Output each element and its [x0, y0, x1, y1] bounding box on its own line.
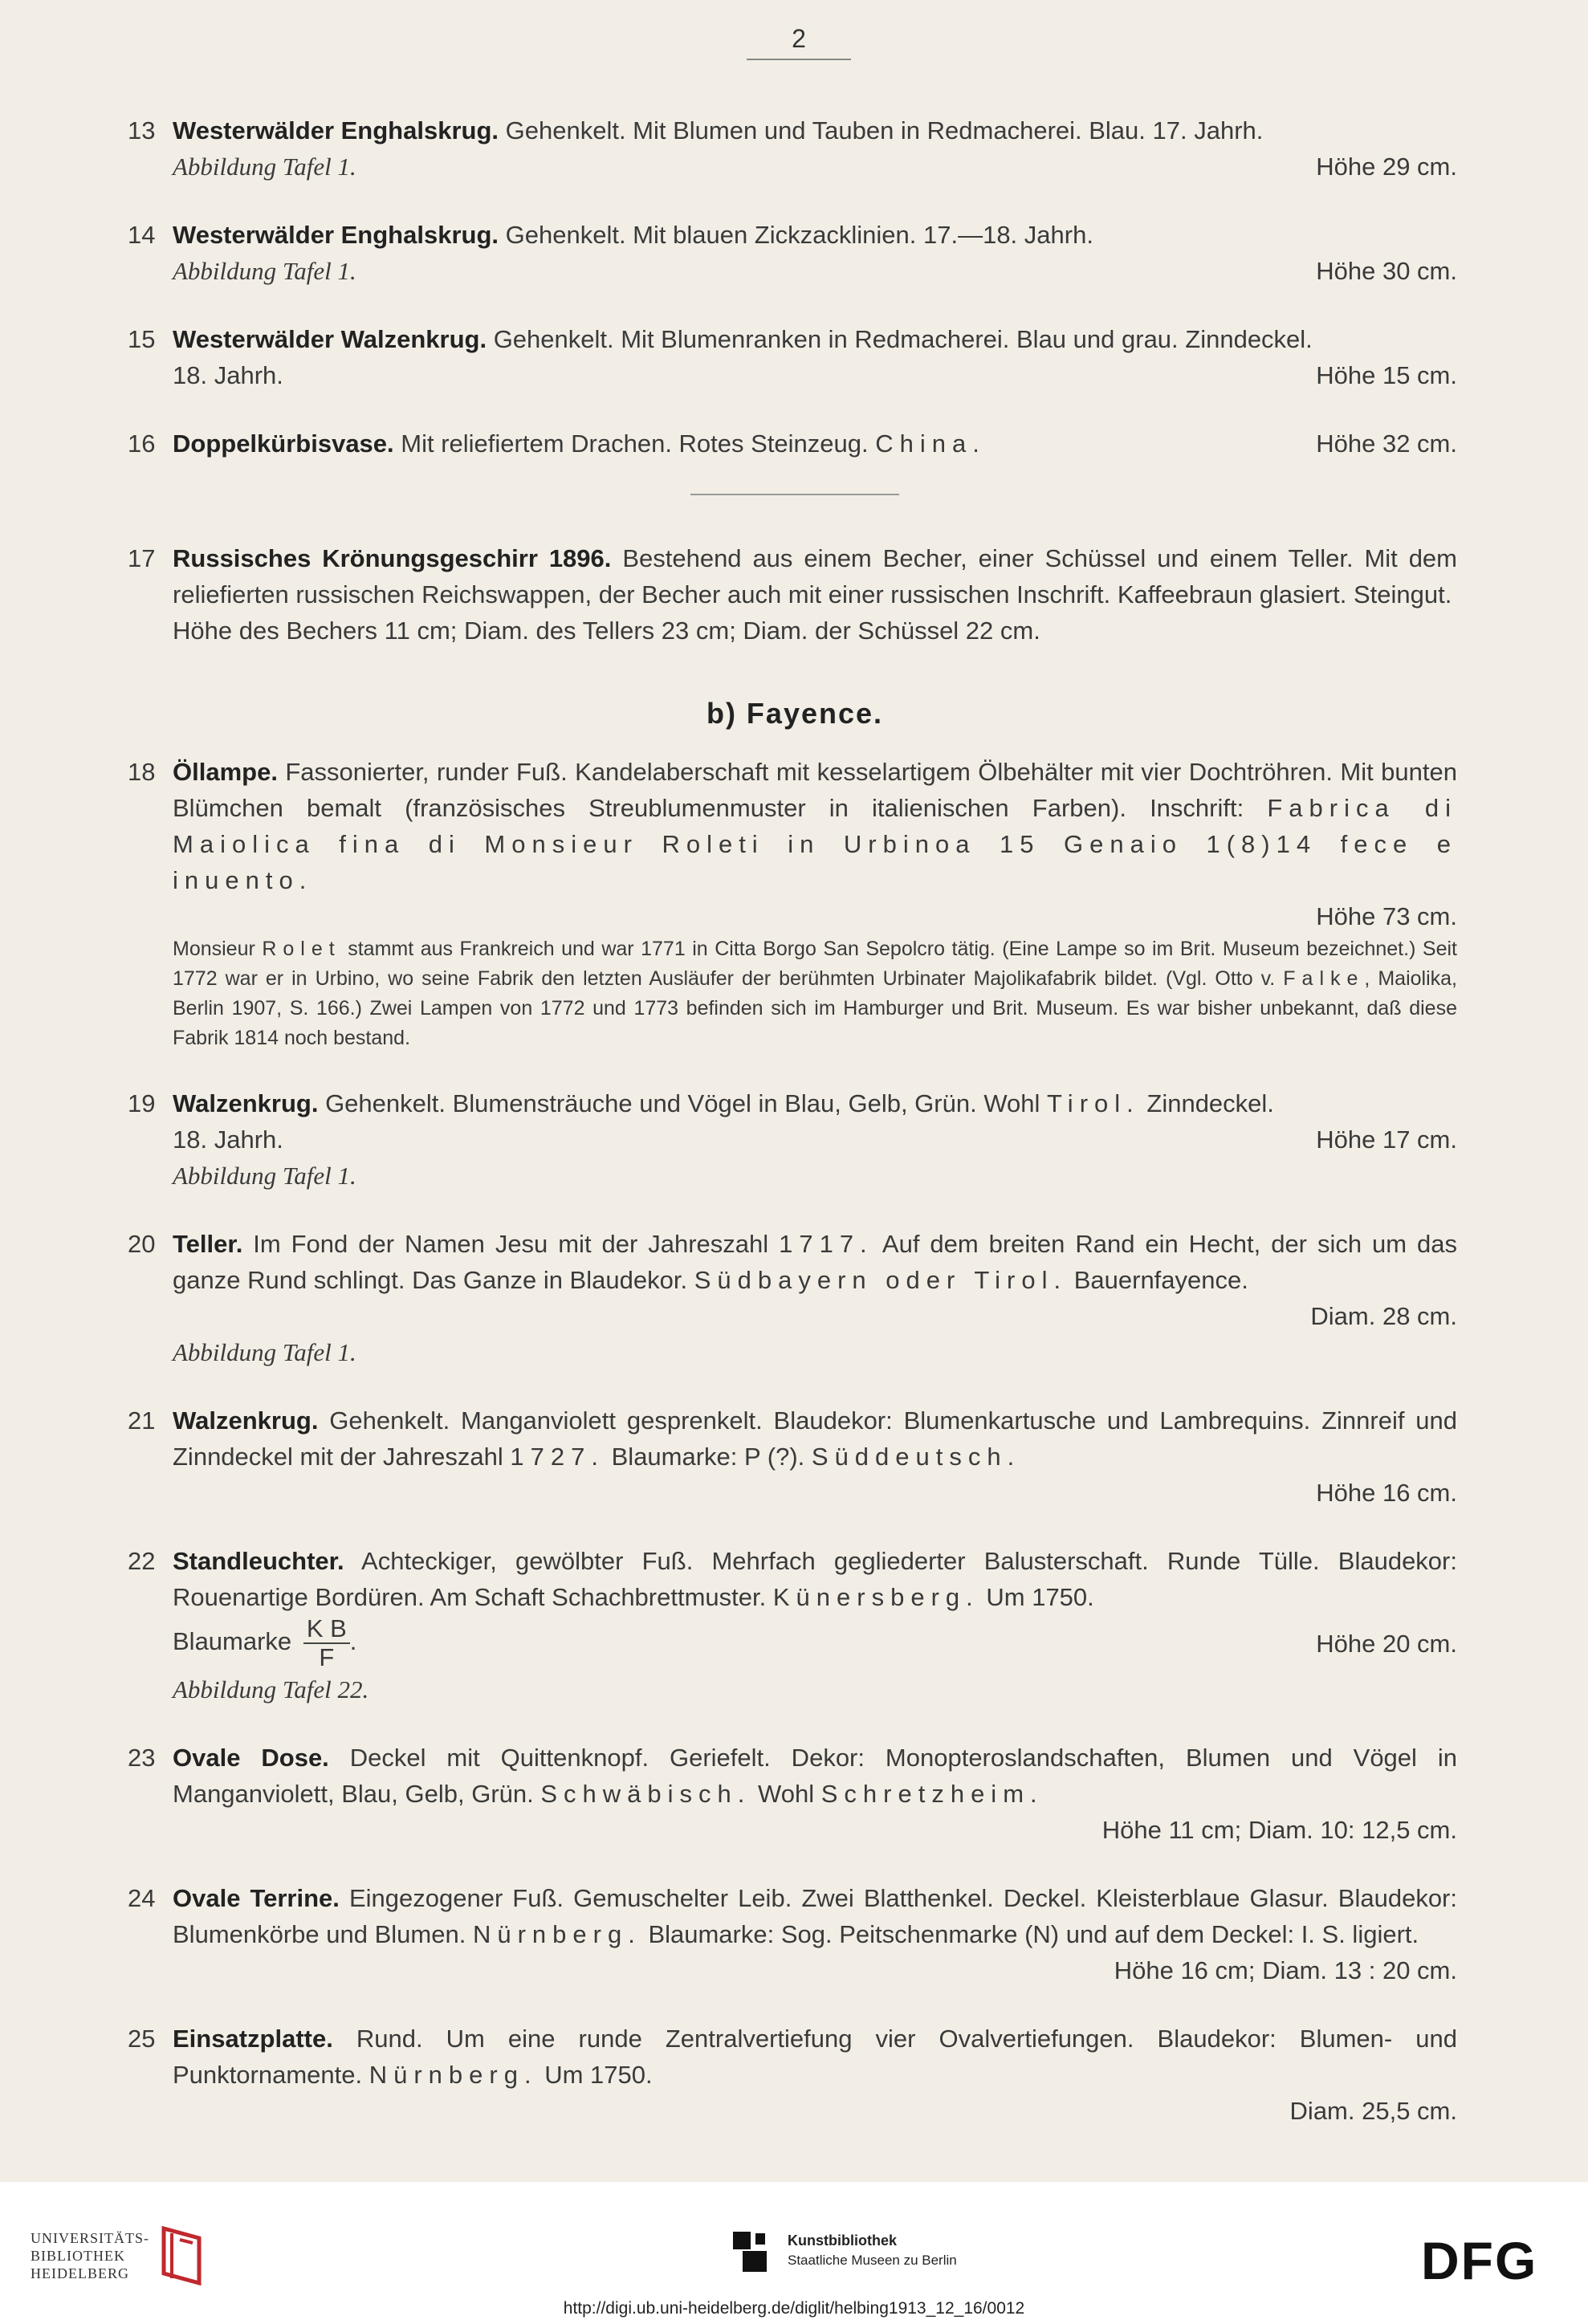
entry-text: Gehenkelt. Mit Blumen und Tauben in Redmacherei. Blau. 17. Jahrh. — [505, 116, 1264, 144]
mark-label: Blaumarke — [173, 1627, 292, 1656]
entry-text: Fassonierter, runder Fuß. Kandelaberschaft mit kesselartigem Ölbehälter mit vier Dochtröhren. Mit bunten Blümchen bemalt (französisches Streublumenmuster in italienischen Farben). Inschrift: — [173, 758, 1457, 822]
entry-dimension: Höhe 11 cm; Diam. 10: 12,5 cm. — [1101, 1816, 1457, 1844]
entry-name: Einsatzplatte. — [173, 2025, 333, 2053]
entry-name: Walzenkrug. — [173, 1089, 319, 1117]
entry-name: Westerwälder Walzenkrug. — [173, 325, 487, 353]
catalog-entry-25 — [128, 2021, 1457, 2129]
entry-dimension: Höhe 17 cm. — [1316, 1125, 1457, 1154]
entry-dimension: Höhe des Bechers 11 cm; Diam. des Tellers 23 cm; Diam. der Schüssel 22 cm. — [173, 617, 1040, 645]
entry-origin: Südbayern oder Tirol. — [694, 1266, 1068, 1294]
entry-text: Auf dem breiten Rand ein Hecht, der sich um das ganze Rund schlingt. Das Ganze in Blaudekor. — [173, 1230, 1457, 1294]
entry-dimension: Diam. 25,5 cm. — [1289, 2097, 1457, 2125]
entry-text: Im Fond der Namen Jesu mit der Jahreszahl — [253, 1230, 769, 1258]
entry-dimension: Höhe 29 cm. — [1316, 153, 1457, 181]
entry-dimension: Höhe 15 cm. — [1316, 361, 1457, 389]
kb-logo-text — [788, 2231, 957, 2270]
entry-dimension: Höhe 16 cm. — [1316, 1479, 1457, 1507]
catalog-entry-23 — [128, 1740, 1457, 1848]
ub-line: UNIVERSITÄTS- — [31, 2230, 149, 2246]
entry-text: Gehenkelt. Mit Blumenranken in Redmacherei. Blau und grau. Zinndeckel. — [493, 325, 1313, 353]
entry-text: Gehenkelt. Blumensträuche und Vögel in Blau, Gelb, Grün. Wohl — [325, 1089, 1040, 1117]
section-divider — [690, 494, 899, 495]
footnote-text: Monsieur — [173, 938, 255, 960]
entry-dimension: Höhe 16 cm; Diam. 13 : 20 cm. — [1114, 1956, 1457, 1984]
entry-number: 24 — [128, 1884, 156, 1912]
entry-number: 16 — [128, 429, 156, 458]
dfg-logo[interactable]: DFG — [1421, 2231, 1538, 2290]
catalog-entry-17 — [128, 540, 1457, 649]
library-footer — [0, 2182, 1588, 2324]
entry-origin: Tirol. — [1047, 1089, 1140, 1117]
entry-text: Rund. Um eine runde Zentralvertiefung vier Ovalvertiefungen. Blaudekor: Blumen- und Punktornamente. — [173, 2025, 1457, 2089]
figure-reference: Abbildung Tafel 22. — [173, 1675, 369, 1703]
kb-subtitle: Staatliche Museen zu Berlin — [788, 2252, 957, 2268]
catalog-entry-14 — [128, 217, 1457, 289]
entry-number: 23 — [128, 1744, 156, 1772]
entry-dimension: Diam. 28 cm. — [1310, 1302, 1457, 1330]
entry-text: Deckel mit Quittenknopf. Geriefelt. Dekor: Monopteroslandschaften, Blumen und Vögel in Manganviolett, Blau, Gelb, Grün. — [173, 1744, 1457, 1808]
kb-logo-icon — [727, 2225, 776, 2275]
footnote-name: Rolet — [262, 938, 341, 960]
entry-dimension: Höhe 73 cm. — [1316, 902, 1457, 930]
entry-name: Standleuchter. — [173, 1547, 344, 1575]
kunstbibliothek-logo[interactable] — [727, 2225, 957, 2275]
catalog-entry-20 — [128, 1226, 1457, 1370]
entry-name: Ovale Terrine. — [173, 1884, 340, 1912]
ub-line: HEIDELBERG — [31, 2265, 129, 2281]
entry-number: 25 — [128, 2025, 156, 2053]
entry-dimension: Höhe 32 cm. — [1316, 429, 1457, 458]
entry-year: 1727. — [510, 1443, 605, 1471]
catalog-entry-18 — [128, 754, 1457, 1053]
figure-reference: Abbildung Tafel 1. — [173, 1338, 356, 1366]
entry-name: Westerwälder Enghalskrug. — [173, 116, 499, 144]
entry-date: 18. Jahrh. — [173, 1125, 283, 1154]
entry-number: 18 — [128, 758, 156, 786]
entry-text: Blaumarke: Sog. Peitschenmarke (N) und auf dem Deckel: I. S. ligiert. — [648, 1920, 1419, 1948]
section-heading: b) Fayence. — [706, 697, 884, 730]
catalog-entry-13 — [128, 112, 1457, 185]
footnote-text: stammt aus Frankreich und war 1771 in Citta Borgo San Sepolcro tätig. (Eine Lampe so im Brit. Museum bezeichnet.) Seit 1772 war er in Urbino, wo seine Fabrik den letzten Ausläufer der berühmten Urbinater Majolikafabrik bildet. (Vgl. Otto v. — [173, 938, 1457, 990]
mark-bottom: F — [319, 1643, 335, 1671]
ub-line: BIBLIOTHEK — [31, 2248, 125, 2264]
ub-heidelberg-logo[interactable] — [31, 2224, 206, 2288]
entry-text: Eingezogener Fuß. Gemuschelter Leib. Zwei Blatthenkel. Deckel. Kleisterblaue Glasur. Blaudekor: Blumenkörbe und Blumen. — [173, 1884, 1457, 1948]
entry-number: 14 — [128, 221, 156, 249]
entry-number: 21 — [128, 1406, 156, 1435]
figure-reference: Abbildung Tafel 1. — [173, 153, 356, 181]
entry-text: Wohl — [758, 1780, 815, 1808]
entry-number: 19 — [128, 1089, 156, 1117]
entry-origin: Süddeutsch. — [811, 1443, 1021, 1471]
entry-text: Bauernfayence. — [1073, 1266, 1248, 1294]
catalog-entry-15 — [128, 321, 1457, 393]
figure-reference: Abbildung Tafel 1. — [173, 1162, 356, 1190]
entry-origin: Schretzheim. — [820, 1780, 1044, 1808]
entry-origin: China. — [875, 429, 986, 458]
entry-dimension: Höhe 30 cm. — [1316, 257, 1457, 285]
entry-origin: Künersberg. — [772, 1583, 979, 1611]
entry-number: 20 — [128, 1230, 156, 1258]
footnote — [173, 934, 1457, 1053]
entry-name: Russisches Krönungsgeschirr 1896. — [173, 544, 612, 572]
entry-number: 13 — [128, 116, 156, 144]
entry-origin: Nürnberg. — [472, 1920, 641, 1948]
catalog-entry-19 — [128, 1085, 1457, 1194]
entry-name: Westerwälder Enghalskrug. — [173, 221, 499, 249]
entry-number: 22 — [128, 1547, 156, 1575]
entry-text: Gehenkelt. Manganviolett gesprenkelt. Blaudekor: Blumenkartusche und Lambrequins. Zinnreif und Zinndeckel mit der Jahreszahl — [173, 1406, 1457, 1471]
entry-text: Um 1750. — [544, 2061, 653, 2089]
entry-text: Bestehend aus einem Becher, einer Schüssel und einem Teller. Mit dem reliefierten russischen Reichswappen, der Becher auch mit einer russischen Inschrift. Kaffeebraun glasiert. Steingut. — [173, 544, 1457, 608]
catalog-entry-16 — [128, 425, 1457, 462]
entry-year: 1717. — [779, 1230, 873, 1258]
permalink-url[interactable]: http://digi.ub.uni-heidelberg.de/diglit/helbing1913_12_16/0012 — [563, 2299, 1025, 2318]
figure-reference: Abbildung Tafel 1. — [173, 257, 356, 285]
ub-book-icon — [157, 2224, 206, 2288]
page-number: 2 — [747, 24, 851, 60]
mark-top: K B — [303, 1615, 350, 1644]
entry-number: 15 — [128, 325, 156, 353]
entry-number: 17 — [128, 544, 156, 572]
blue-mark-fraction — [303, 1615, 350, 1671]
entry-text: Um 1750. — [986, 1583, 1094, 1611]
footnote-name: Falke — [1283, 967, 1365, 990]
kb-title: Kunstbibliothek — [788, 2232, 897, 2249]
ub-logo-text — [31, 2229, 149, 2282]
entry-text: Gehenkelt. Mit blauen Zickzacklinien. 17.—18. Jahrh. — [505, 221, 1093, 249]
entry-name: Walzenkrug. — [173, 1406, 319, 1435]
catalog-entry-24 — [128, 1880, 1457, 1988]
mark-dot: . — [349, 1627, 357, 1656]
entry-date: 18. Jahrh. — [173, 361, 283, 389]
catalog-entry-21 — [128, 1402, 1457, 1511]
entry-text: Blaumarke: P (?). — [611, 1443, 805, 1471]
entry-origin: Schwäbisch. — [540, 1780, 751, 1808]
entry-inscription: Fabrica di Maiolica fina di Monsieur Roleti in Urbinoa 15 Genaio 1(8)14 fece e inuento. — [173, 794, 1457, 894]
entry-name: Ovale Dose. — [173, 1744, 329, 1772]
entry-text: Achteckiger, gewölbter Fuß. Mehrfach gegliederter Balusterschaft. Runde Tülle. Blaudekor: Rouenartige Bordüren. Am Schaft Schachbrettmuster. — [173, 1547, 1457, 1611]
catalog-entry-22 — [128, 1543, 1457, 1707]
entry-origin: Nürnberg. — [368, 2061, 538, 2089]
footnote-text: , Maiolika, Berlin 1907, S. 166.) Zwei Lampen von 1772 und 1773 befinden sich im Hamburger und Brit. Museum. Es war bisher unbekannt, daß diese Fabrik 1814 noch bestand. — [173, 967, 1457, 1049]
entry-name: Doppelkürbisvase. — [173, 429, 394, 458]
entry-text: Mit reliefiertem Drachen. Rotes Steinzeug. — [401, 429, 869, 458]
catalog-content — [128, 112, 1457, 2161]
entry-name: Teller. — [173, 1230, 243, 1258]
entry-name: Öllampe. — [173, 758, 278, 786]
entry-dimension: Höhe 20 cm. — [1316, 1629, 1457, 1658]
entry-text: Zinndeckel. — [1146, 1089, 1274, 1117]
